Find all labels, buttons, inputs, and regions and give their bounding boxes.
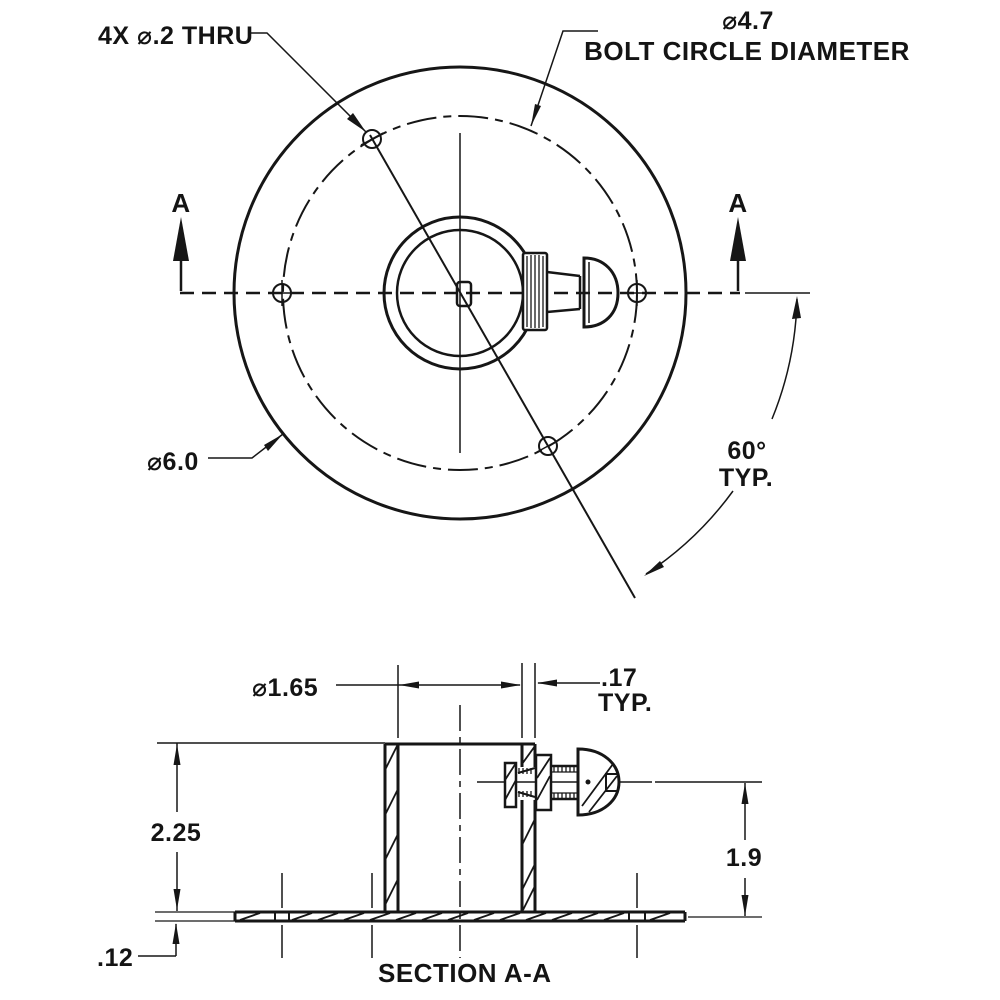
- section-arrow-left-group: [173, 217, 189, 291]
- bolt-hole-right: [624, 280, 650, 306]
- label-section-a-right: A: [728, 188, 748, 218]
- screw-head: [578, 749, 619, 815]
- label-angle: 60°: [727, 437, 767, 465]
- base-plate: [155, 912, 762, 921]
- label-holes-note: 4X ⌀.2 THRU: [98, 22, 254, 50]
- screw-flange-washer: [536, 755, 551, 810]
- bore-dia-dimension: [336, 663, 535, 738]
- plate-extension-left: [155, 912, 235, 921]
- label-angle-typ: TYP.: [718, 464, 774, 492]
- label-wall-thickness-typ: TYP.: [598, 689, 653, 717]
- top-view: [98, 7, 910, 598]
- plate-hatch: [240, 913, 670, 920]
- plate-thickness-dimension: [138, 923, 180, 956]
- fitting-section-view: [477, 749, 652, 815]
- left-wall-hatch: [385, 744, 398, 905]
- label-bolt-circle-dia: ⌀4.7: [722, 7, 774, 35]
- fitting-top-view: [457, 253, 618, 330]
- bolt-hole-left: [269, 280, 295, 306]
- holes-note-leader: [250, 33, 366, 132]
- label-bolt-circle-caption: BOLT CIRCLE DIAMETER: [584, 36, 910, 66]
- label-plate-thickness: .12: [97, 944, 134, 972]
- label-height: 2.25: [150, 819, 202, 847]
- outer-dia-leader: [208, 434, 283, 458]
- label-section-a-left: A: [171, 188, 191, 218]
- section-arrow-right-group: [730, 217, 746, 291]
- label-outer-dia: ⌀6.0: [147, 448, 199, 476]
- label-screw-height: 1.9: [725, 844, 763, 872]
- angle-dimension-arc: [644, 296, 801, 576]
- screw-center-dot: [586, 780, 591, 785]
- label-wall-thickness: .17: [601, 664, 638, 692]
- wall-thickness-dimension: [537, 680, 600, 687]
- cylinder-left-wall: [385, 744, 398, 912]
- hole-pattern-diagonal-line: [370, 135, 635, 598]
- section-view: [97, 663, 762, 988]
- label-section-title: SECTION A-A: [378, 958, 552, 988]
- label-bore-dia: ⌀1.65: [252, 674, 319, 702]
